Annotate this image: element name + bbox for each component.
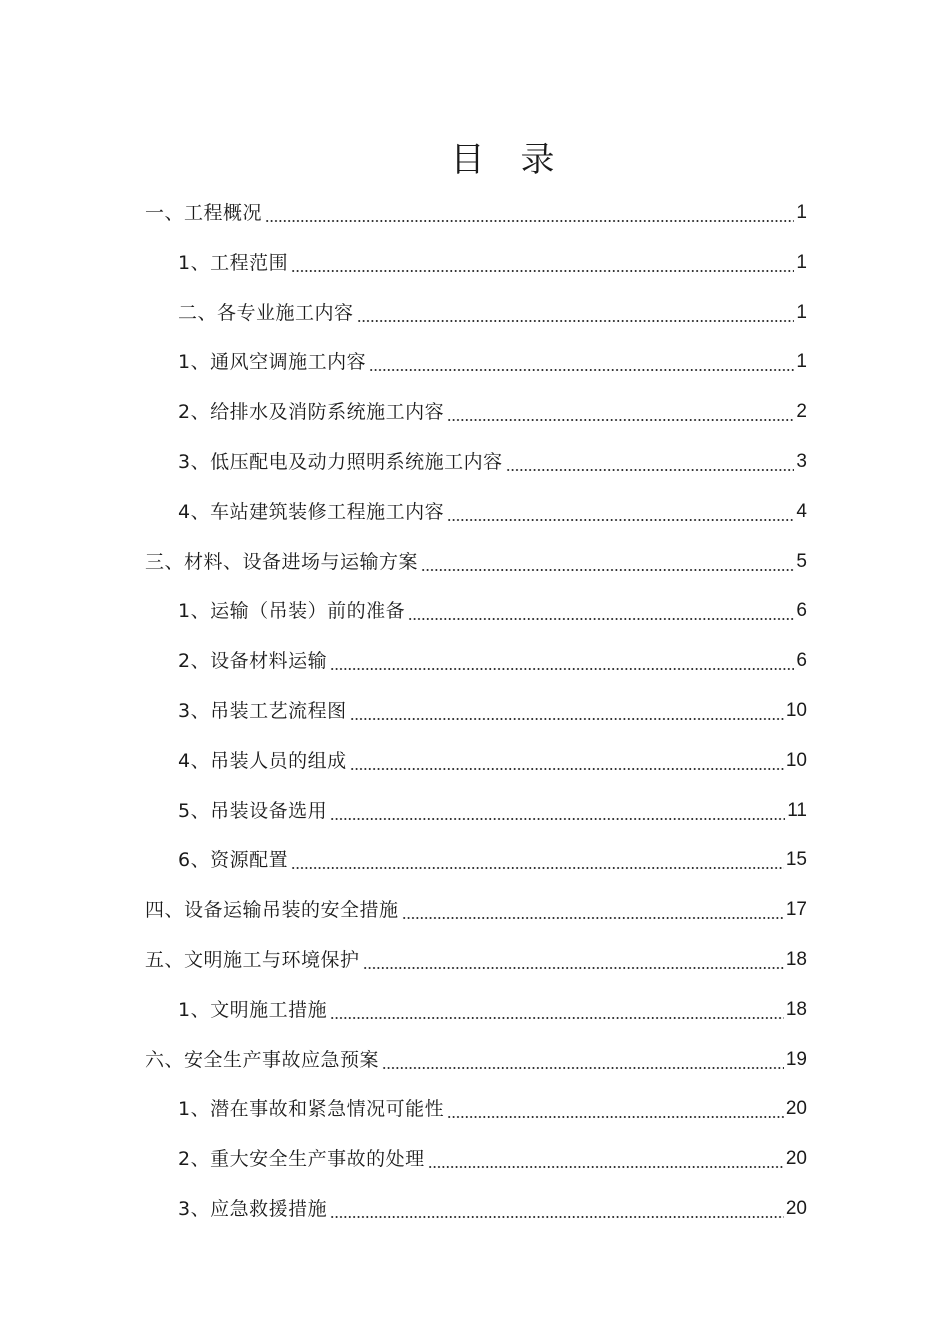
dot-leader xyxy=(506,447,795,477)
toc-entry-page-number: 1 xyxy=(796,202,807,223)
toc-entry-page-number: 20 xyxy=(785,1198,807,1219)
toc-entry[interactable] xyxy=(145,1045,807,1075)
toc-entry-page-number: 1 xyxy=(796,252,807,273)
toc-entry-label: 5、吊装设备选用 xyxy=(178,800,328,822)
toc-entry[interactable] xyxy=(178,447,807,477)
toc-title-part-1: 目 xyxy=(450,140,485,180)
toc-entry-label: 3、吊装工艺流程图 xyxy=(178,700,347,722)
dot-leader xyxy=(357,298,795,328)
toc-entry[interactable] xyxy=(145,198,807,228)
dot-leader xyxy=(447,497,794,527)
toc-entry-label: 2、设备材料运输 xyxy=(178,650,328,672)
toc-entry-page-number: 20 xyxy=(785,1098,807,1119)
toc-entry[interactable] xyxy=(178,646,807,676)
dot-leader xyxy=(421,547,794,577)
toc-entry[interactable] xyxy=(145,945,807,975)
dot-leader xyxy=(369,347,794,377)
toc-entry-page-number: 2 xyxy=(796,401,807,422)
toc-entry-label: 2、重大安全生产事故的处理 xyxy=(178,1148,425,1170)
toc-entry-page-number: 10 xyxy=(785,750,807,771)
toc-entry-label: 四、设备运输吊装的安全措施 xyxy=(145,899,399,921)
toc-entry-label: 二、各专业施工内容 xyxy=(178,302,354,324)
toc-entry-page-number: 17 xyxy=(785,899,807,920)
toc-entry-label: 五、文明施工与环境保护 xyxy=(145,949,360,971)
dot-leader xyxy=(363,945,784,975)
toc-entry-page-number: 4 xyxy=(796,501,807,522)
toc-entry[interactable] xyxy=(178,298,807,328)
toc-entry[interactable] xyxy=(178,696,807,726)
toc-entry-page-number: 3 xyxy=(796,451,807,472)
toc-entry-label: 4、吊装人员的组成 xyxy=(178,750,347,772)
dot-leader xyxy=(447,1094,784,1124)
toc-entry-page-number: 1 xyxy=(796,302,807,323)
dot-leader xyxy=(291,845,784,875)
toc-entry[interactable] xyxy=(178,596,807,626)
toc-entry[interactable] xyxy=(178,746,807,776)
dot-leader xyxy=(447,397,794,427)
toc-entry[interactable] xyxy=(145,895,807,925)
toc-entry-page-number: 10 xyxy=(785,700,807,721)
toc-entry-label: 3、低压配电及动力照明系统施工内容 xyxy=(178,451,503,473)
dot-leader xyxy=(382,1045,784,1075)
toc-entry-page-number: 18 xyxy=(785,949,807,970)
dot-leader xyxy=(350,746,784,776)
toc-entry-label: 1、潜在事故和紧急情况可能性 xyxy=(178,1098,445,1120)
toc-entry-label: 三、材料、设备进场与运输方案 xyxy=(145,551,419,573)
dot-leader xyxy=(330,995,784,1025)
toc-entry[interactable] xyxy=(178,796,807,826)
toc-title-part-2: 录 xyxy=(520,140,555,180)
toc-entry-page-number: 18 xyxy=(785,999,807,1020)
dot-leader xyxy=(408,596,794,626)
toc-entry-label: 1、工程范围 xyxy=(178,252,289,274)
toc-entry-page-number: 11 xyxy=(787,800,807,821)
toc-entry[interactable] xyxy=(178,845,807,875)
toc-entry-label: 1、通风空调施工内容 xyxy=(178,351,367,373)
dot-leader xyxy=(265,198,794,228)
toc-entry-page-number: 1 xyxy=(796,351,807,372)
toc-entry-page-number: 19 xyxy=(785,1049,807,1070)
toc-entry[interactable] xyxy=(178,1194,807,1224)
toc-entry[interactable] xyxy=(178,995,807,1025)
toc-entry-label: 2、给排水及消防系统施工内容 xyxy=(178,401,445,423)
dot-leader xyxy=(350,696,784,726)
toc-entry-page-number: 6 xyxy=(796,600,807,621)
toc-entry-label: 六、安全生产事故应急预案 xyxy=(145,1049,380,1071)
toc-entry-page-number: 6 xyxy=(796,650,807,671)
dot-leader xyxy=(330,646,794,676)
toc-entry-label: 3、应急救援措施 xyxy=(178,1198,328,1220)
dot-leader xyxy=(402,895,784,925)
toc-entry-page-number: 15 xyxy=(785,849,807,870)
toc-entry[interactable] xyxy=(178,1144,807,1174)
toc-entry-page-number: 5 xyxy=(796,551,807,572)
toc-entry-label: 6、资源配置 xyxy=(178,849,289,871)
dot-leader xyxy=(428,1144,784,1174)
dot-leader xyxy=(330,796,785,826)
toc-entry[interactable] xyxy=(178,347,807,377)
toc-entry[interactable] xyxy=(145,547,807,577)
toc-entry-label: 一、工程概况 xyxy=(145,202,263,224)
toc-entry-label: 1、文明施工措施 xyxy=(178,999,328,1021)
toc-entry[interactable] xyxy=(178,397,807,427)
toc-entry-label: 4、车站建筑装修工程施工内容 xyxy=(178,501,445,523)
toc-entry-page-number: 20 xyxy=(785,1148,807,1169)
toc-entry[interactable] xyxy=(178,1094,807,1124)
toc-entry[interactable] xyxy=(178,248,807,278)
dot-leader xyxy=(330,1194,784,1224)
toc-entry-label: 1、运输（吊装）前的准备 xyxy=(178,600,406,622)
dot-leader xyxy=(291,248,794,278)
toc-entry[interactable] xyxy=(178,497,807,527)
